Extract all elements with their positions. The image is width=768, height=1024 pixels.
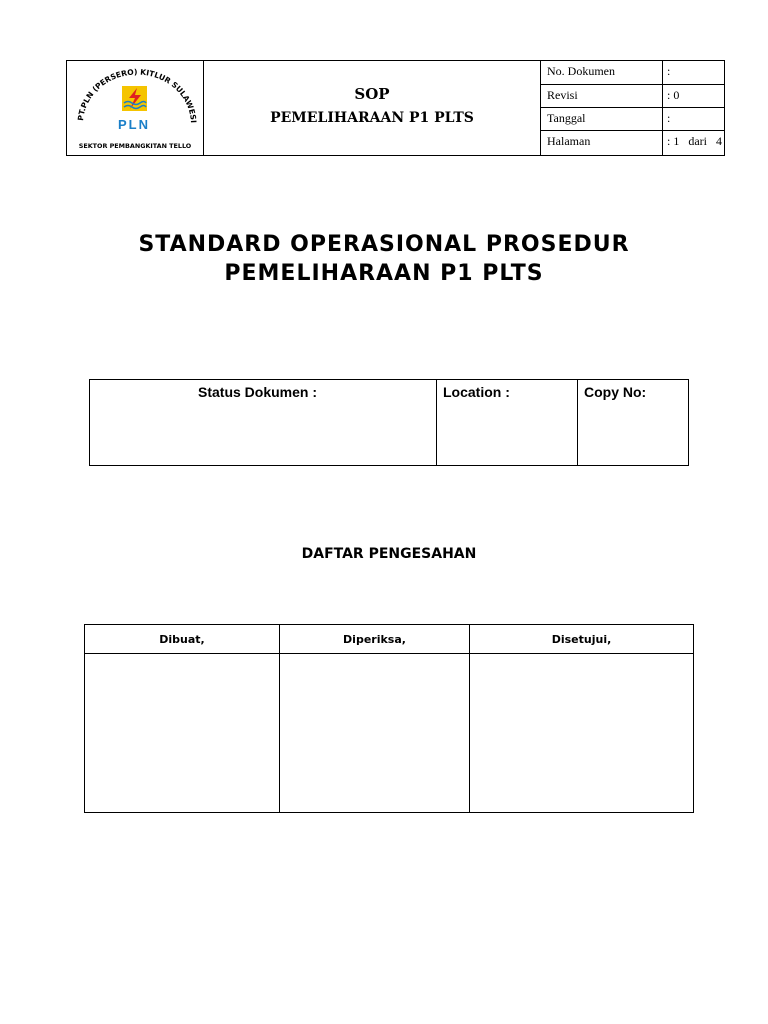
header-subtitle: PEMELIHARAAN P1 PLTS (270, 110, 474, 126)
meta-label: No. Dokumen (547, 64, 615, 78)
meta-row-halaman (541, 130, 724, 155)
document-meta (541, 61, 724, 155)
status-dokumen-label: Status Dokumen : (198, 384, 318, 400)
location-label: Location : (443, 384, 510, 400)
logo-cell (67, 61, 204, 155)
sop-label: SOP (354, 85, 390, 103)
meta-value: : 1 dari 4 (667, 134, 722, 148)
logo-sector: SEKTOR PEMBANGKITAN TELLO (78, 142, 192, 150)
main-title-line-2: PEMELIHARAAN P1 PLTS (224, 261, 544, 286)
meta-row-revisi (541, 84, 724, 107)
meta-label: Tanggal (547, 111, 586, 125)
logo-arc-text: PT.PLN (PERSERO) KITLUR SULAWESI (76, 67, 199, 124)
copy-no-label: Copy No: (584, 384, 647, 400)
meta-row-no-dokumen (541, 61, 724, 84)
approval-column-dibuat (85, 625, 279, 812)
main-title (0, 230, 768, 288)
logo-mark-icon (122, 86, 147, 111)
meta-label: Revisi (547, 88, 578, 102)
main-title-line-1: STANDARD OPERASIONAL PROSEDUR (138, 232, 630, 257)
header-title-cell (204, 61, 541, 155)
approval-header: Dibuat, (85, 625, 279, 654)
approval-column-diperiksa (279, 625, 469, 812)
copy-no-cell (578, 380, 688, 465)
approval-heading: DAFTAR PENGESAHAN (301, 546, 477, 562)
approval-header: Disetujui, (470, 625, 693, 654)
meta-value: : (667, 111, 671, 125)
pln-logo (67, 61, 204, 155)
approval-header: Diperiksa, (280, 625, 469, 654)
meta-value: : 0 (667, 88, 680, 102)
document-header (66, 60, 725, 156)
meta-value: : (667, 64, 671, 78)
status-dokumen-cell (90, 380, 437, 465)
logo-brand: PLN (118, 117, 150, 132)
status-table (89, 379, 689, 466)
location-cell (437, 380, 578, 465)
meta-row-tanggal (541, 107, 724, 130)
meta-label: Halaman (547, 134, 591, 148)
approval-table (84, 624, 694, 813)
approval-column-disetujui (469, 625, 693, 812)
